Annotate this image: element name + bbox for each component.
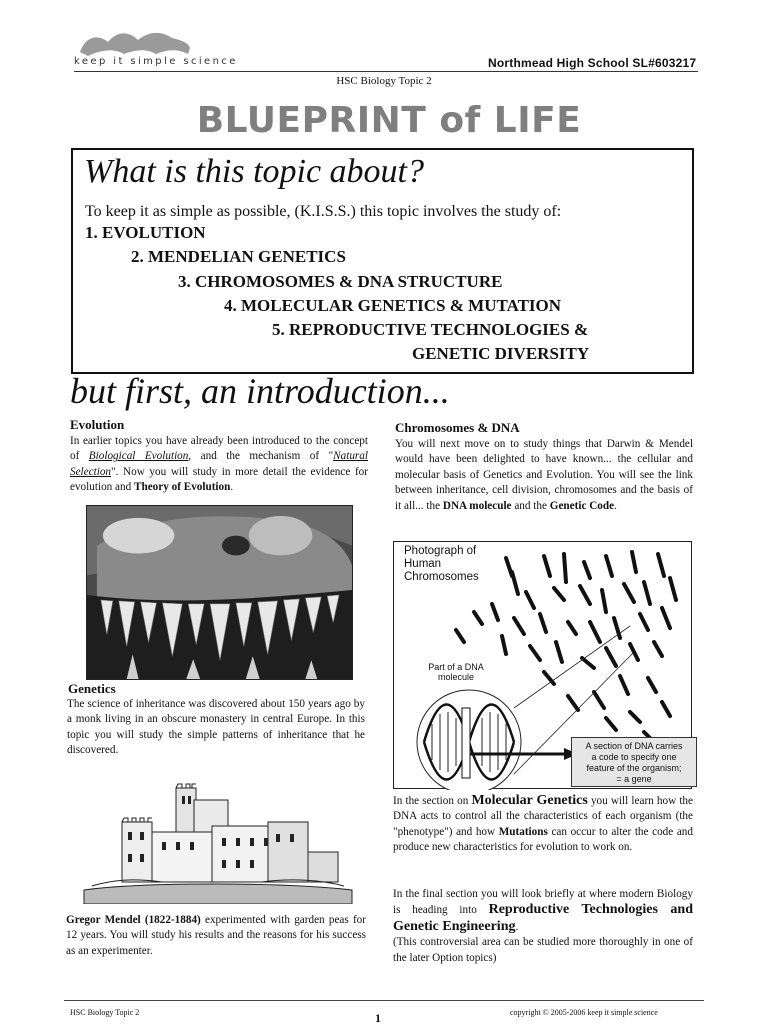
topic-box-heading: What is this topic about? — [84, 153, 424, 190]
logo-text: keep it simple science — [74, 56, 238, 67]
topic-subtitle: HSC Biology Topic 2 — [336, 75, 432, 87]
page-number: 1 — [375, 1011, 381, 1024]
logo-graphic — [76, 26, 192, 60]
intro-heading: but first, an introduction... — [70, 371, 450, 411]
evolution-paragraph: In earlier topics you have already been introduced to the concept of Biological Evolution, and the mechanism of "Natural Selection". Now you will study in more detail the evidence for evolution and Theory of Evolution. — [70, 435, 368, 494]
evolution-heading: Evolution — [70, 417, 125, 432]
topic-item: 2. MENDELIAN GENETICS — [131, 247, 346, 266]
molecular-genetics-paragraph: In the section on Molecular Genetics you will learn how the DNA acts to control all the characteristics of each organism (the "phenotype") and how Mutations can occur to alter the code and produce new characteristics for evolution to work on. — [393, 793, 693, 854]
topic-item: GENETIC DIVERSITY — [412, 344, 590, 363]
header-divider — [74, 71, 698, 72]
school-name: Northmead High School SL#603217 — [488, 56, 697, 70]
genetics-paragraph: The science of inheritance was discovered about 150 years ago by a monk living in an obscure monastery in central Europe. In this topic you will study the simple patterns of inheritance that he discovered. — [67, 698, 365, 757]
dinosaur-skull-image — [86, 505, 353, 680]
footer-topic: HSC Biology Topic 2 — [70, 1008, 140, 1017]
topic-item: 5. REPRODUCTIVE TECHNOLOGIES & — [272, 320, 589, 339]
genetics-heading: Genetics — [68, 681, 116, 696]
chromosomes-paragraph: You will next move on to study things that Darwin & Mendel would have been delighted to have known... the cellular and molecular basis of Genetics and Evolution. You will see the link between inheritance, cell division, chromosomes and the basis of it all... the DNA molecule and the Genetic Code. — [395, 438, 693, 512]
footer-divider — [64, 1000, 704, 1001]
reproductive-technologies-paragraph: In the final section you will look briefly at where modern Biology is heading into Reproductive Technologies and Genetic Engineering. (This controversial area can be studied more thoroughly in one of the later Option topics) — [393, 888, 694, 964]
biological-evolution-link: Biological Evolution — [88, 450, 189, 463]
chromosomes-heading: Chromosomes & DNA — [395, 420, 520, 435]
topic-item: 4. MOLECULAR GENETICS & MUTATION — [224, 296, 562, 315]
gene-callout: A section of DNA carries a code to specify one feature of the organism; = a gene — [571, 737, 697, 787]
chromosome-photo-label: Photograph of Human Chromosomes — [404, 545, 479, 583]
page-title: BLUEPRINT of LIFE — [196, 100, 582, 141]
topic-item: 1. EVOLUTION — [85, 223, 206, 242]
dna-molecule-label: Part of a DNA molecule — [428, 662, 484, 682]
footer-copyright: copyright © 2005-2006 keep it simple science — [510, 1008, 658, 1017]
monastery-illustration — [82, 782, 354, 904]
mendel-paragraph: Gregor Mendel (1822-1884) experimented with garden peas for 12 years. You will study his results and the reasons for his success as an experimenter. — [66, 914, 366, 957]
natural-selection-link: Natural Selection — [70, 450, 368, 478]
topic-item: 3. CHROMOSOMES & DNA STRUCTURE — [178, 272, 503, 291]
topic-box-intro: To keep it as simple as possible, (K.I.S.S.) this topic involves the study of: — [85, 203, 562, 220]
